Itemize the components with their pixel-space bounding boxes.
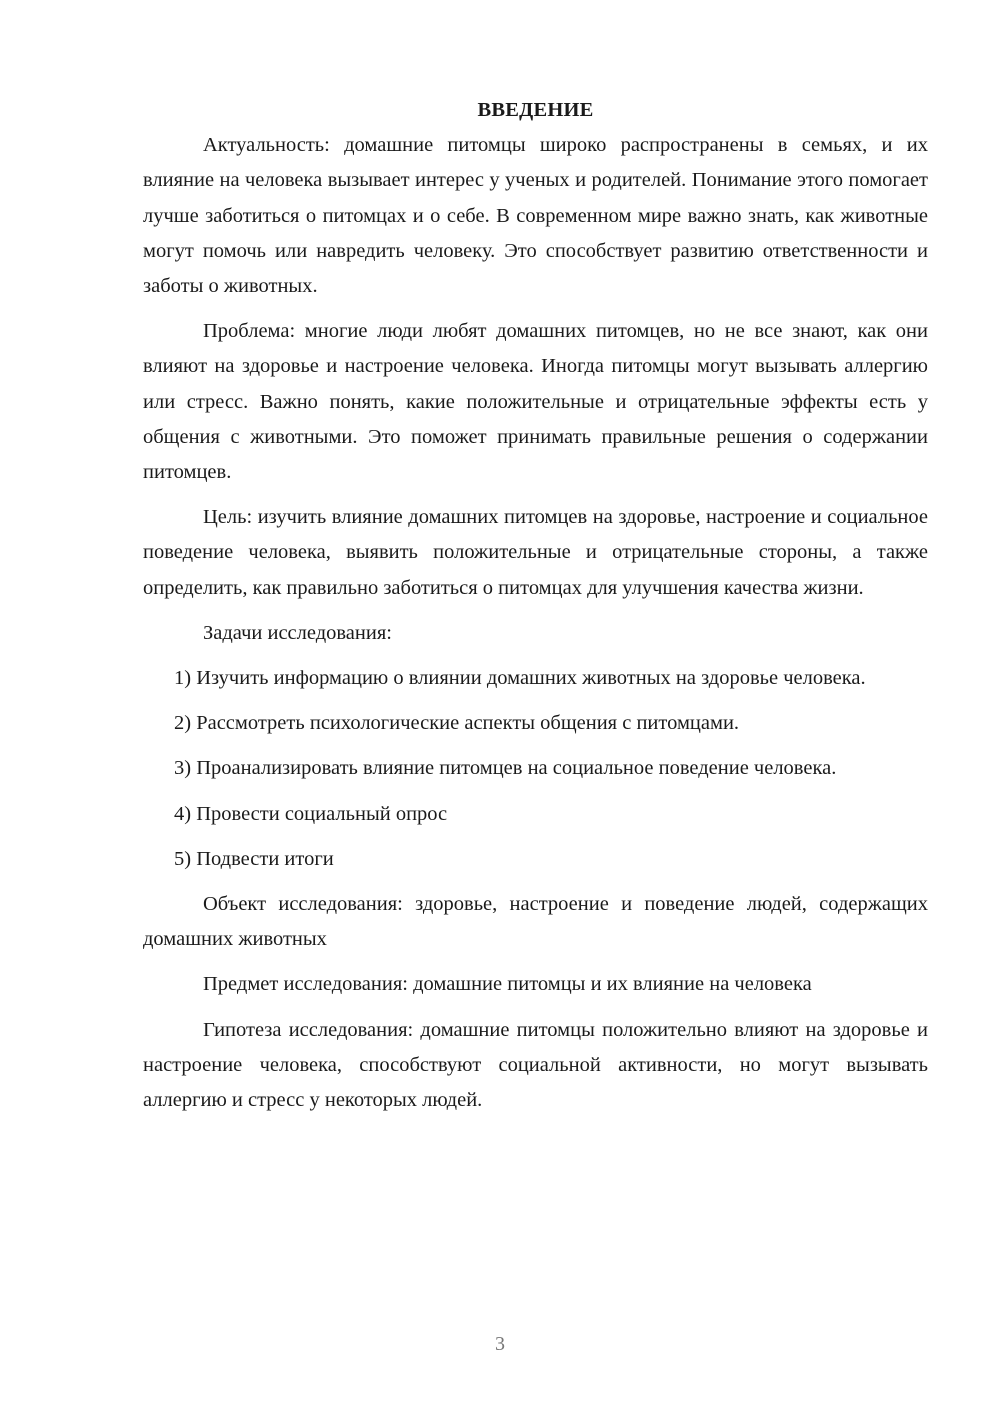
paragraph-subject: Предмет исследования: домашние питомцы и их влияние на человека bbox=[203, 973, 812, 996]
paragraph-hypothesis: Гипотеза исследования: домашние питомцы положительно влияют на здоровье и настроение человека, способствуют социальной активности, но могут вызывать аллергию и стресс у некоторых людей. bbox=[143, 1018, 928, 1112]
document-page bbox=[143, 93, 928, 1118]
page-title: ВВЕДЕНИЕ bbox=[477, 99, 594, 121]
task-item-5: 5) Подвести итоги bbox=[174, 847, 334, 870]
task-item-2: 2) Рассмотреть психологические аспекты общения с питомцами. bbox=[174, 712, 740, 735]
task-item-3: 3) Проанализировать влияние питомцев на социальное поведение человека. bbox=[174, 757, 837, 780]
task-item-4: 4) Провести социальный опрос bbox=[174, 802, 448, 825]
task-item-1: 1) Изучить информацию о влиянии домашних животных на здоровье человека. bbox=[174, 667, 866, 690]
paragraph-object: Объект исследования: здоровье, настроение и поведение людей, содержащих домашних животных bbox=[143, 893, 928, 951]
paragraph-relevance: Актуальность: домашние питомцы широко распространены в семьях, и их влияние на человека вызывает интерес у ученых и родителей. Понимание этого помогает лучше заботиться о питомцах и о себе. В современном мире важно знать, как животные могут помочь или навредить человеку. Это способствует развитию ответственности и заботы о животных. bbox=[143, 134, 928, 298]
paragraph-problem: Проблема: многие люди любят домашних питомцев, но не все знают, как они влияют на здоровье и настроение человека. Иногда питомцы могут вызывать аллергию или стресс. Важно понять, какие положительные и отрицательные эффекты есть у общения с животными. Это поможет принимать правильные решения о содержании питомцев. bbox=[143, 320, 928, 484]
tasks-heading: Задачи исследования: bbox=[203, 621, 392, 644]
paragraph-goal: Цель: изучить влияние домашних питомцев на здоровье, настроение и социальное поведение человека, выявить положительные и отрицательные стороны, а также определить, как правильно заботиться о питомцах для улучшения качества жизни. bbox=[143, 506, 928, 599]
page-number: 3 bbox=[495, 1333, 505, 1355]
